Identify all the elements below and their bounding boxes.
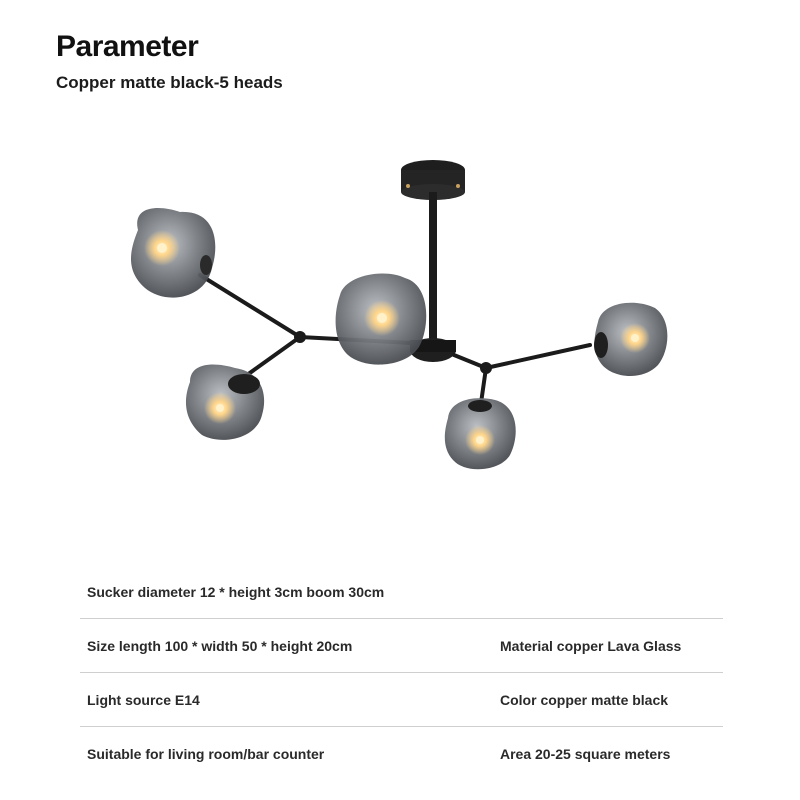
page-subtitle: Copper matte black-5 heads <box>56 73 283 92</box>
chandelier-icon <box>120 150 680 480</box>
spec-area: Area 20-25 square meters <box>500 745 671 762</box>
glass-shade <box>336 273 427 364</box>
table-row <box>80 727 723 780</box>
spec-color: Color copper matte black <box>500 691 669 708</box>
table-row <box>80 565 723 619</box>
spec-table <box>80 565 723 780</box>
spec-material: Material copper Lava Glass <box>500 637 682 654</box>
spec-sucker-boom: Sucker diameter 12 * height 3cm boom 30cm <box>87 583 385 600</box>
spec-size: Size length 100 * width 50 * height 20cm <box>87 637 353 654</box>
glass-shade <box>445 398 516 469</box>
spec-suitable-for: Suitable for living room/bar counter <box>87 745 325 762</box>
glass-shade <box>131 208 215 298</box>
glass-shade <box>186 365 264 440</box>
main-rod <box>429 192 437 342</box>
page-title: Parameter <box>56 30 199 63</box>
glass-shade <box>594 303 667 376</box>
table-row <box>80 673 723 727</box>
table-row <box>80 619 723 673</box>
spec-light-source: Light source E14 <box>87 691 200 708</box>
